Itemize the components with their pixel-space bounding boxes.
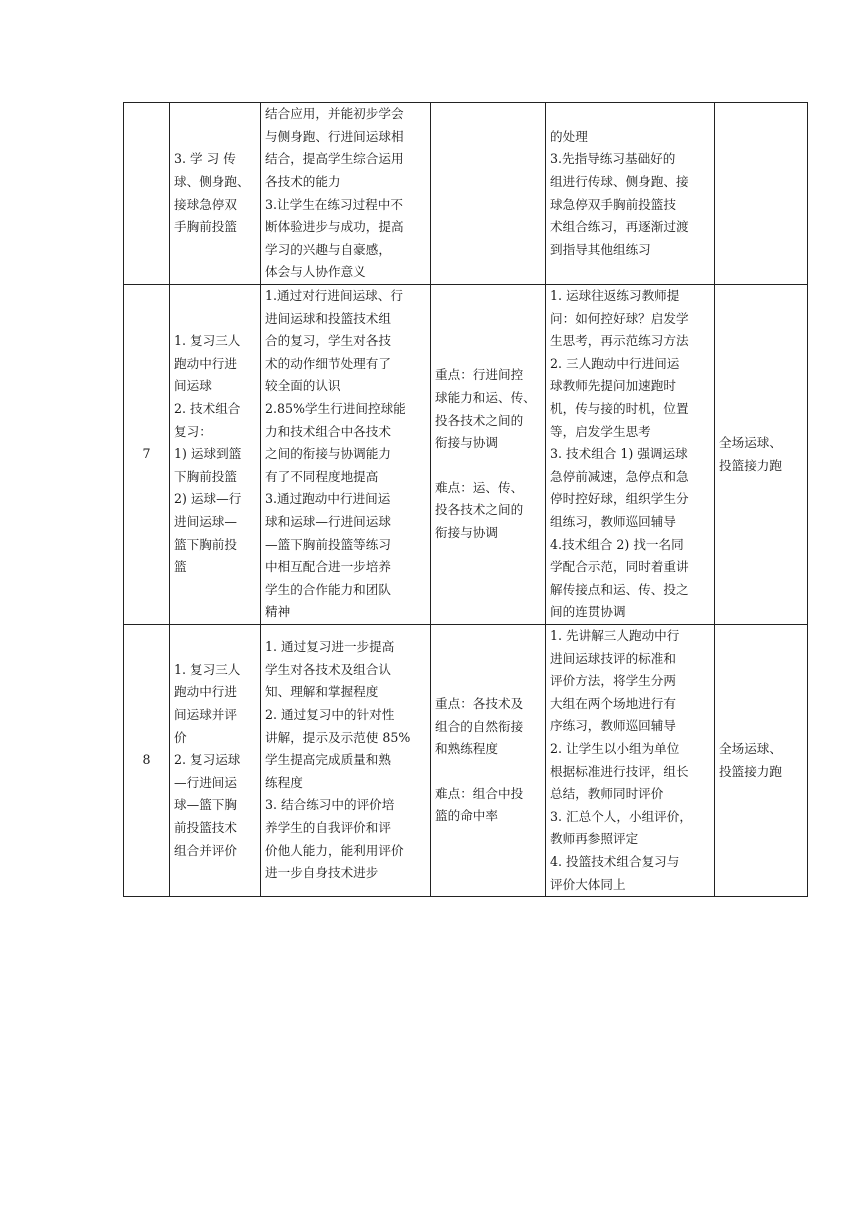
cell-line: 1. 通过复习进一步提高 [265, 639, 395, 655]
cell-line: 球、侧身跑、 [174, 173, 250, 189]
cell-line: 养学生的自我评价和评 [265, 820, 391, 836]
cell-line: 停时控好球，组织学生分 [550, 491, 689, 507]
cell-line: 总结，教师同时评价 [550, 786, 664, 802]
teaching-methods-cell [546, 625, 715, 897]
games-cell [715, 285, 808, 625]
cell-line: 2. 三人跑动中行进间运 [550, 355, 680, 371]
cell-line: 解传接点和运、传、投之 [550, 581, 689, 597]
cell-line: 4. 投篮技术组合复习与 [550, 853, 680, 869]
cell-line: 2.85%学生行进间控球能 [265, 401, 406, 417]
cell-line: 学生提高完成质量和熟 [265, 752, 391, 768]
key-difficult-points-cell [431, 285, 546, 625]
cell-line: 1) 运球到篮 [174, 446, 242, 462]
cell-line: 3. 结合练习中的评价培 [265, 797, 395, 813]
cell-line: 生思考，再示范练习方法 [550, 333, 689, 349]
teaching-methods-cell [546, 285, 715, 625]
cell-line: 学习的兴趣与自豪感， [265, 241, 391, 257]
lesson-goals-cell [261, 625, 431, 897]
cell-line: 评价方法，将学生分两 [550, 673, 676, 689]
cell-line: 进一步自身技术进步 [265, 865, 379, 881]
cell-line: 衔接与协调 [435, 435, 498, 451]
lesson-number-cell: 8 [124, 625, 170, 897]
table-row [124, 285, 808, 625]
cell-line: 组合的自然衔接 [435, 718, 524, 734]
cell-line: 组进行传球、侧身跑、接 [550, 173, 689, 189]
cell-line: 评价大体同上 [550, 876, 626, 892]
lesson-number-cell [124, 103, 170, 285]
cell-line: 1.通过对行进间运球、行 [265, 288, 403, 304]
cell-line: 根据标准进行技评，组长 [550, 763, 689, 779]
cell-line: 进间运球和投篮技术组 [265, 310, 391, 326]
cell-line: 篮的命中率 [435, 808, 498, 824]
cell-line: 手胸前投篮 [174, 219, 237, 235]
cell-line: 术的动作细节处理有了 [265, 355, 391, 371]
cell-line: 3. 学 习 传 [174, 151, 236, 167]
cell-line: 等，启发学生思考 [550, 423, 651, 439]
cell-line: 球和运球—行进间运球 [265, 513, 391, 529]
cell-line: 1. 复习三人 [174, 661, 241, 677]
cell-line: 2. 通过复习中的针对性 [265, 707, 395, 723]
lesson-goals-cell [261, 285, 431, 625]
cell-line: 跑动中行进 [174, 355, 237, 371]
games-cell [715, 625, 808, 897]
cell-line: 2. 复习运球 [174, 752, 241, 768]
cell-line: 的处理 [550, 128, 588, 144]
cell-line: 大组在两个场地进行有 [550, 695, 676, 711]
cell-line: 讲解，提示及示范使 85% [265, 729, 411, 745]
cell-line: 各技术的能力 [265, 173, 341, 189]
cell-line: 1. 先讲解三人跑动中行 [550, 628, 680, 643]
cell-line: 重点：行进间控 [435, 367, 524, 383]
cell-line: 3. 技术组合 1) 强调运球 [550, 446, 688, 462]
cell-line: 结合，提高学生综合运用 [265, 151, 404, 167]
cell-line: 1. 复习三人 [174, 333, 241, 349]
cell-line: 学生对各技术及组合认 [265, 661, 391, 677]
cell-line: 下胸前投篮 [174, 468, 237, 484]
cell-line: 中相互配合进一步培养 [265, 559, 391, 575]
cell-line [435, 761, 541, 783]
cell-line: 1. 运球往返练习教师提 [550, 288, 680, 304]
cell-line: 难点：组合中投 [435, 785, 524, 801]
cell-line: 4.技术组合 2) 找一名同 [550, 536, 684, 552]
cell-line: 间的连贯协调 [550, 604, 626, 620]
cell-line: 机，传与接的时机，位置 [550, 401, 689, 417]
cell-line: 进间运球技评的标准和 [550, 650, 676, 666]
cell-line: 全场运球、 [719, 740, 782, 756]
cell-line: —行进间运 [174, 774, 237, 790]
cell-line: 重点：各技术及 [435, 696, 524, 712]
lesson-goals-cell [261, 103, 431, 285]
table-row [124, 103, 808, 285]
cell-line: 价他人能力，能利用评价 [265, 842, 404, 858]
cell-line: —篮下胸前投篮等练习 [265, 536, 391, 552]
cell-line: 球急停双手胸前投篮技 [550, 196, 676, 212]
cell-line: 较全面的认识 [265, 378, 341, 394]
cell-line: 投篮接力跑 [719, 763, 782, 779]
games-cell [715, 103, 808, 285]
cell-line: 和熟练程度 [435, 741, 498, 757]
cell-line: 篮下胸前投 [174, 536, 237, 552]
cell-line: 力和技术组合中各技术 [265, 423, 391, 439]
cell-line: 学生的合作能力和团队 [265, 581, 391, 597]
lesson-content-cell [170, 103, 261, 285]
cell-line: 知、理解和掌握程度 [265, 684, 379, 700]
key-difficult-points-cell [431, 103, 546, 285]
cell-line: 到指导其他组练习 [550, 241, 651, 257]
cell-line: 学配合示范，同时着重讲 [550, 559, 689, 575]
cell-line: 2. 让学生以小组为单位 [550, 740, 680, 756]
cell-line: 投各技术之间的 [435, 412, 524, 428]
cell-line: 球教师先提问加速跑时 [550, 378, 676, 394]
lesson-number-cell: 7 [124, 285, 170, 625]
cell-line: 前投篮技术 [174, 820, 237, 836]
cell-line: 进间运球— [174, 513, 237, 529]
cell-line: 接球急停双 [174, 196, 237, 212]
cell-line [435, 455, 541, 477]
cell-line: 跑动中行进 [174, 684, 237, 700]
cell-line: 术组合练习，再逐渐过渡 [550, 219, 689, 235]
cell-line: 2) 运球—行 [174, 491, 242, 507]
cell-line: 间运球并评 [174, 707, 237, 723]
table-row [124, 625, 808, 897]
cell-line: 间运球 [174, 378, 212, 394]
cell-line: 3. 汇总个人，小组评价， [550, 808, 692, 824]
cell-line: 难点：运、传、 [435, 479, 524, 495]
cell-line: 结合应用，并能初步学会 [265, 106, 404, 122]
cell-line: 价 [174, 729, 187, 745]
cell-line: 教师再参照评定 [550, 831, 639, 847]
cell-line: 投各技术之间的 [435, 502, 524, 518]
cell-line: 与侧身跑、行进间运球相 [265, 128, 404, 144]
lesson-plan-table [123, 102, 808, 897]
cell-line: 3.通过跑动中行进间运 [265, 491, 391, 507]
key-difficult-points-cell [431, 625, 546, 897]
cell-line: 全场运球、 [719, 434, 782, 450]
cell-line: 断体验进步与成功，提高 [265, 219, 404, 235]
cell-line: 组合并评价 [174, 842, 237, 858]
teaching-methods-cell [546, 103, 715, 285]
cell-line: 3.先指导练习基础好的 [550, 151, 676, 167]
cell-line: 练程度 [265, 774, 303, 790]
lesson-content-cell [170, 285, 261, 625]
cell-line: 合的复习，学生对各技 [265, 333, 391, 349]
cell-line: 球能力和运、传、 [435, 390, 536, 406]
cell-line: 篮 [174, 559, 187, 575]
cell-line: 3.让学生在练习过程中不 [265, 196, 403, 212]
cell-line: 2. 技术组合 [174, 401, 241, 417]
cell-line: 急停前减速，急停点和急 [550, 468, 689, 484]
cell-line: 序练习，教师巡回辅导 [550, 718, 676, 734]
lesson-content-cell [170, 625, 261, 897]
cell-line: 问：如何控好球？启发学 [550, 310, 689, 326]
cell-line: 之间的衔接与协调能力 [265, 446, 391, 462]
cell-line: 复习： [174, 423, 212, 439]
cell-line: 衔接与协调 [435, 524, 498, 540]
cell-line: 有了不同程度地提高 [265, 468, 379, 484]
table-body [124, 103, 808, 897]
cell-line: 投篮接力跑 [719, 457, 782, 473]
cell-line: 球—篮下胸 [174, 797, 237, 813]
cell-line: 精神 [265, 604, 291, 620]
cell-line: 组练习，教师巡回辅导 [550, 513, 676, 529]
cell-line: 体会与人协作意义 [265, 264, 366, 280]
